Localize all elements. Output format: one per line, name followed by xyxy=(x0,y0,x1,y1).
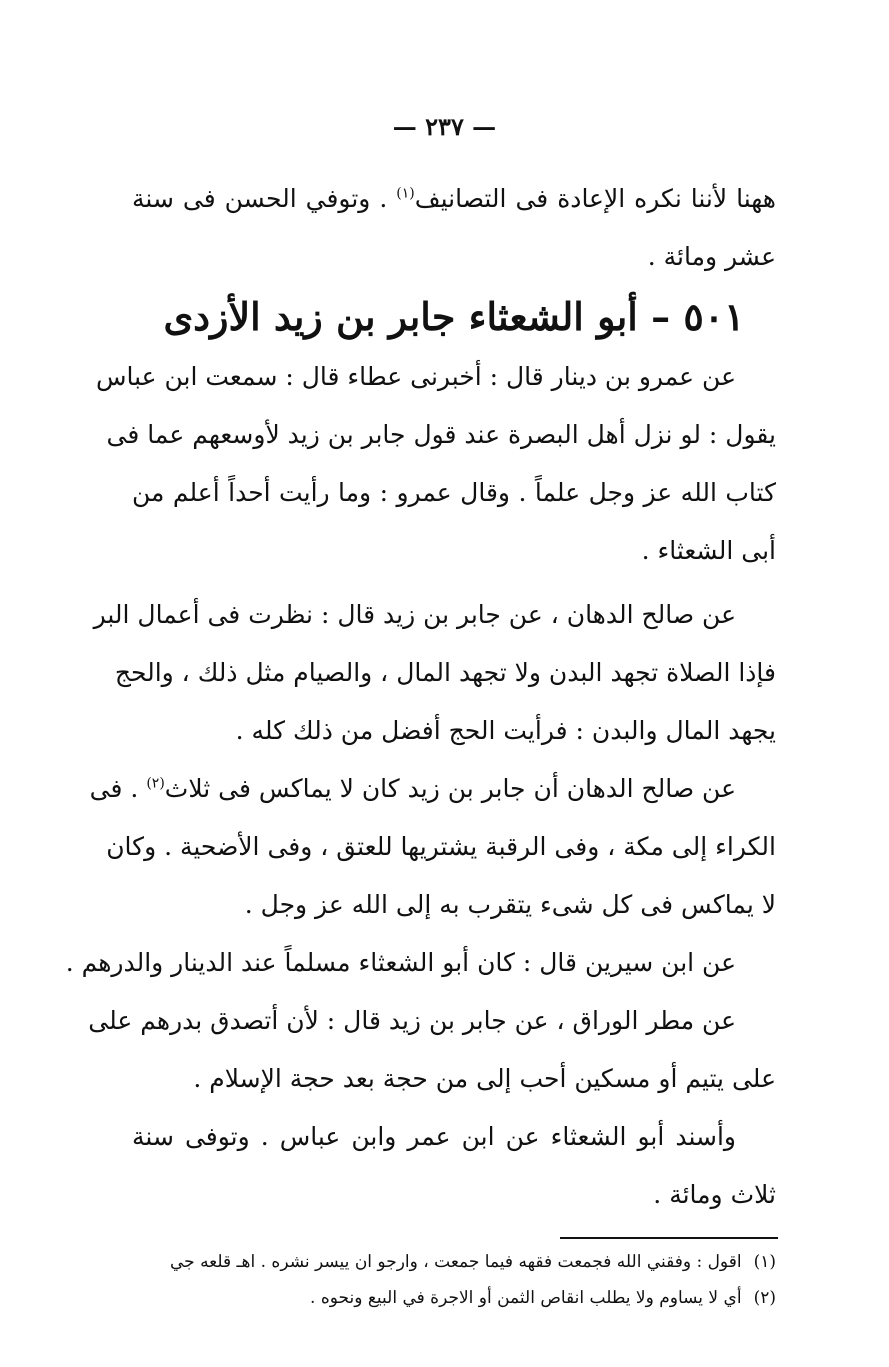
paragraph-line: يقول : لو نزل أهل البصرة عند قول جابر بن زيد لأوسعهم عما فى xyxy=(106,420,776,449)
paragraph-line: لا يماكس فى كل شىء يتقرب به إلى الله عز وجل . xyxy=(244,890,776,919)
paragraph-line xyxy=(89,760,776,818)
footnote-text: أي لا يساوم ولا يطلب انقاص الثمن أو الاجرة في البيع ونحوه . xyxy=(310,1288,742,1308)
paragraph-line: عن صالح الدهان ، عن جابر بن زيد قال : نظرت فى أعمال البر xyxy=(93,600,736,629)
paragraph-line: عشر ومائة . xyxy=(647,242,776,271)
paragraph-line: ثلاث ومائة . xyxy=(653,1180,776,1209)
line-text: . فى xyxy=(89,774,139,803)
paragraph-line: كتاب الله عز وجل علماً . وقال عمرو : وما رأيت أحداً أعلم من xyxy=(132,478,776,507)
paragraph-line: يجهد المال والبدن : فرأيت الحج أفضل من ذلك كله . xyxy=(235,716,776,745)
paragraph-line: على يتيم أو مسكين أحب إلى من حجة بعد حجة الإسلام . xyxy=(193,1064,776,1093)
line-text: عن صالح الدهان أن جابر بن زيد كان لا يماكس فى ثلاث xyxy=(164,774,736,803)
footnote-item xyxy=(132,1280,776,1316)
paragraph-line: عن ابن سيرين قال : كان أبو الشعثاء مسلماً عند الدينار والدرهم . xyxy=(65,948,736,977)
paragraph-line: الكراء إلى مكة ، وفى الرقبة يشتريها للعتق ، وفى الأضحية . وكان xyxy=(106,832,776,861)
page-number: — ٢٣٧ — xyxy=(392,112,497,141)
footnote-divider xyxy=(560,1237,778,1239)
footnote-number: (٢) xyxy=(753,1288,776,1308)
paragraph-line xyxy=(132,170,776,228)
paragraph-line: أبى الشعثاء . xyxy=(641,536,776,565)
line-text: . وتوفي الحسن فى سنة xyxy=(132,184,388,213)
paragraph-line: وأسند أبو الشعثاء عن ابن عمر وابن عباس . وتوفى سنة xyxy=(132,1122,736,1151)
body-text xyxy=(65,170,776,1224)
footnote-number: (١) xyxy=(753,1252,776,1272)
footnotes xyxy=(132,1244,776,1316)
footnote-marker: (٢) xyxy=(146,775,165,792)
section-heading: ٥٠١ – أبو الشعثاء جابر بن زيد الأزدى xyxy=(163,294,745,339)
paragraph-line: عن عمرو بن دينار قال : أخبرنى عطاء قال : سمعت ابن عباس xyxy=(95,362,736,391)
paragraph-line: عن مطر الوراق ، عن جابر بن زيد قال : لأن أتصدق بدرهم على xyxy=(88,1006,736,1035)
footnote-text: اقول : وفقني الله فجمعت فقهه فيما جمعت ، وارجو ان ييسر نشره . اهـ قلعه جي xyxy=(169,1252,742,1272)
footnote-marker: (١) xyxy=(396,185,415,202)
paragraph-line: فإذا الصلاة تجهد البدن ولا تجهد المال ، والصيام مثل ذلك ، والحج xyxy=(114,658,776,687)
footnote-item xyxy=(132,1244,776,1280)
line-text: ههنا لأننا نكره الإعادة فى التصانيف xyxy=(414,184,776,213)
